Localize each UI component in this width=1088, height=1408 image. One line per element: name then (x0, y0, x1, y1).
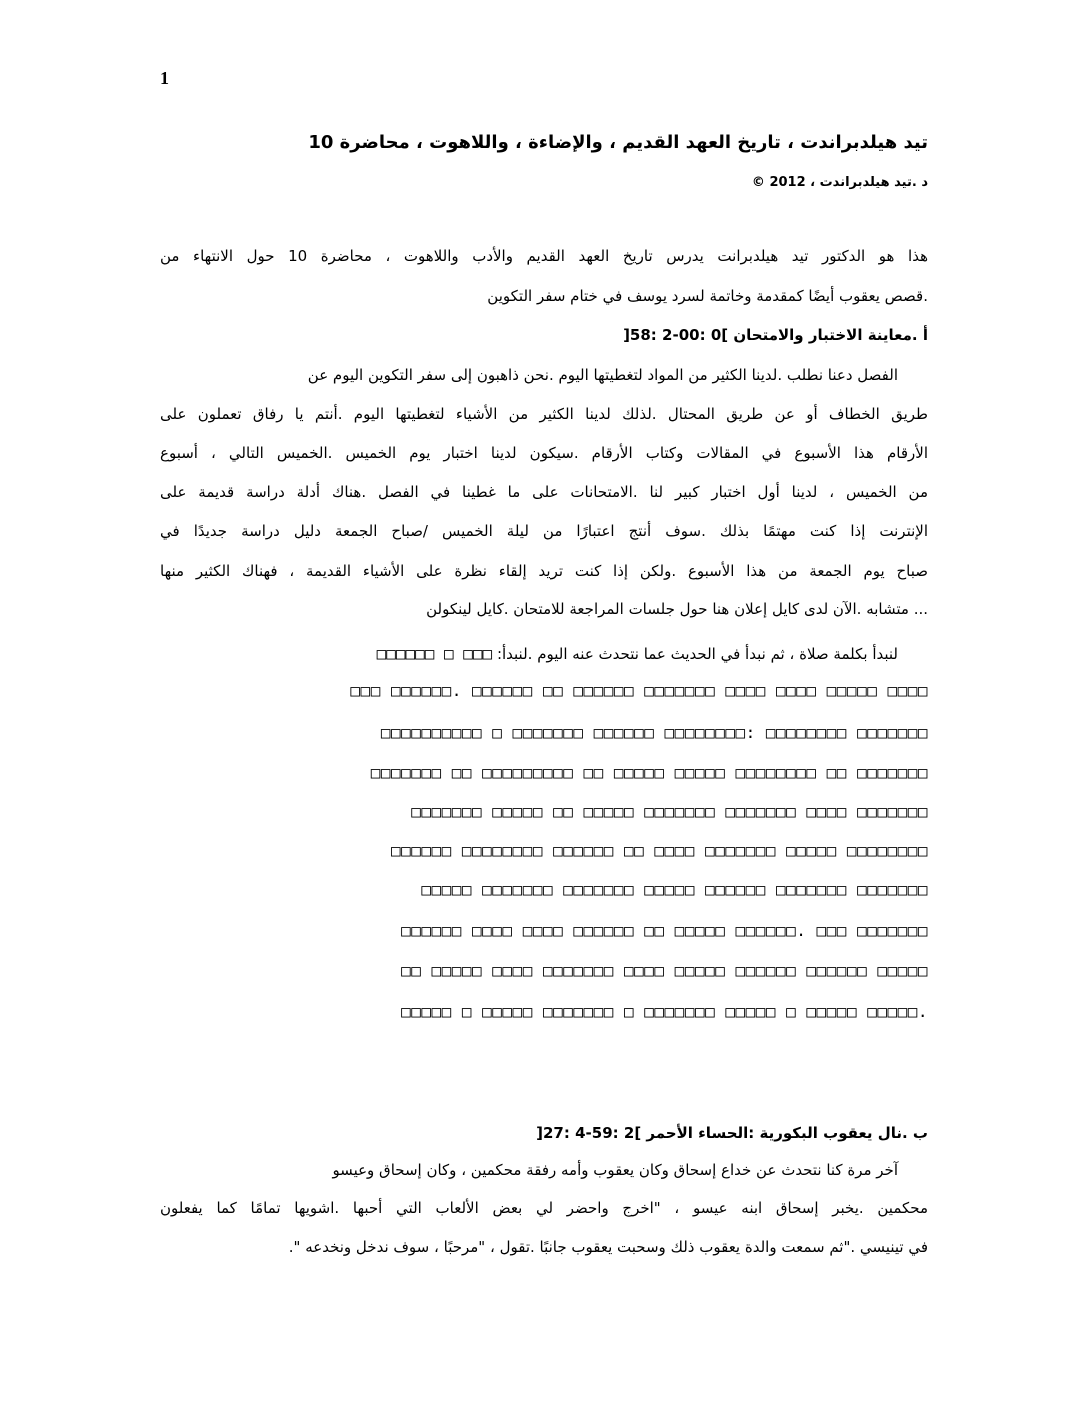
body-line: الأرقام هذا الأسبوع في المقالات وكتاب الأرقام .سيكون لدينا اختبار يوم الخميس .الخميس التالي ، أسبوع (160, 444, 928, 462)
body-line: طريق الخطاف أو عن طريق المحتال .لذلك لدينا الكثير من الأشياء لتغطيتها اليوم .أنتم يا رفاق تعملون على (160, 405, 928, 423)
missing-glyph-line: □□□□□□ □□□□□□□□ □□□□□□ □□ □□□□ □□□□□□□ □□□□□ □□□□□□□□ (390, 841, 928, 860)
body-line: آخر مرة كنا نتحدث عن خداع إسحاق وكان يعقوب وأمه رفقة محكمين ، وكان إسحاق وعيسو (332, 1161, 898, 1179)
copyright-line: د .تيد هيلدبراندت ، 2012 © (751, 175, 928, 190)
intro-line: .قصص يعقوب أيضًا كمقدمة وخاتمة لسرد يوسف في ختام سفر التكوين (487, 287, 928, 305)
body-line: ... متشابه .الآن لدى كايل إعلان هنا حول جلسات المراجعة للامتحان .كايل لينكولن (426, 600, 928, 618)
section-b-heading: ب .نال يعقوب البكورية :الحساء الأحمر ]2 :59-4 :27[ (536, 1124, 928, 1142)
prayer-intro-text: لنبدأ بكلمة صلاة ، ثم نبدأ في الحديث عما نتحدث عنه اليوم .لنبدأ: (496, 645, 898, 663)
missing-glyph-line: □□□□□□□ □□ □□□□□□□□□ □□ □□□□□ □□□□□ □□□□□□□□ □□ □□□□□□□ (370, 763, 928, 782)
body-line: صباح يوم الجمعة من هذا الأسبوع .ولكن إذا كنت تريد إلقاء نظرة على الأشياء القديمة ، فهناك الكثير منها (160, 562, 928, 580)
intro-line: هذا هو الدكتور تيد هيلدبرانت يدرس تاريخ العهد القديم والأدب واللاهوت ، محاضرة 10 حول الانتهاء من (160, 247, 928, 265)
prayer-intro-line (160, 643, 898, 665)
missing-glyph-line: □□□□□□ □□□□ □□□□ □□□□□□ □□ □□□□□ □□□□□□. □□□ □□□□□□□ (401, 921, 928, 940)
missing-glyph-line: □□ □□□□□ □□□□ □□□□□□□ □□□□ □□□□□ □□□□□□ □□□□□□ □□□□□ (401, 961, 928, 980)
page-number: 1 (160, 68, 169, 88)
section-a-heading: أ .معاينة الاختبار والامتحان ]0 :00-2 :58[ (623, 326, 928, 344)
missing-glyph-line: □□□□□ □ □□□□□ □□□□□□□ □ □□□□□□□ □□□□□ □ □□□□□ □□□□□. (401, 1002, 928, 1021)
missing-glyph-line: □□□□□□□□□□ □ □□□□□□□ □□□□□□ □□□□□□□□: □□□□□□□□ □□□□□□□ (380, 723, 928, 742)
body-line: الإنترنت إذا كنت مهتمًا بذلك .سوف أنتج اعتبارًا من ليلة الخميس /صباح الجمعة دليل دراسة جديدًا في (160, 522, 928, 540)
missing-glyph-boxes: □□□□□□ □ □□□ (376, 644, 493, 663)
missing-glyph-line: □□□□□ □□□□□□□ □□□□□□□ □□□□□ □□□□□□ □□□□□□□ □□□□□□□ (421, 880, 928, 899)
body-line: محكمين .يخبر إسحاق ابنه عيسو ، "اخرج واحضر لي بعض الألعاب التي أحبها .اشويها تمامًا كما يفعلون (160, 1199, 928, 1217)
body-line: الفصل دعنا نطلب .لدينا الكثير من المواد لتغطيتها اليوم .نحن ذاهبون إلى سفر التكوين اليوم عن (307, 366, 898, 384)
document-title: تيد هيلدبراندت ، تاريخ العهد القديم ، والإضاءة ، واللاهوت ، محاضرة 10 (308, 132, 928, 153)
missing-glyph-line: □□□□□□□ □□□□□ □□ □□□□□ □□□□□□□ □□□□□□□ □□□□ □□□□□□□ (411, 802, 928, 821)
body-line: في تينيسي ."ثم سمعت والدة يعقوب ذلك وسحبت يعقوب جانبًا .تقول ، "مرحبًا ، سوف ندخل ونخدعه ". (288, 1238, 928, 1256)
missing-glyph-line: □□□ □□□□□□. □□□□□□ □□ □□□□□□ □□□□□□□ □□□□ □□□□ □□□□□ □□□□ (350, 681, 928, 700)
body-line: من الخميس ، لدينا أول اختبار كبير لنا .الامتحانات على ما غطينا في الفصل .هناك أدلة دراسة قديمة على (160, 483, 928, 501)
